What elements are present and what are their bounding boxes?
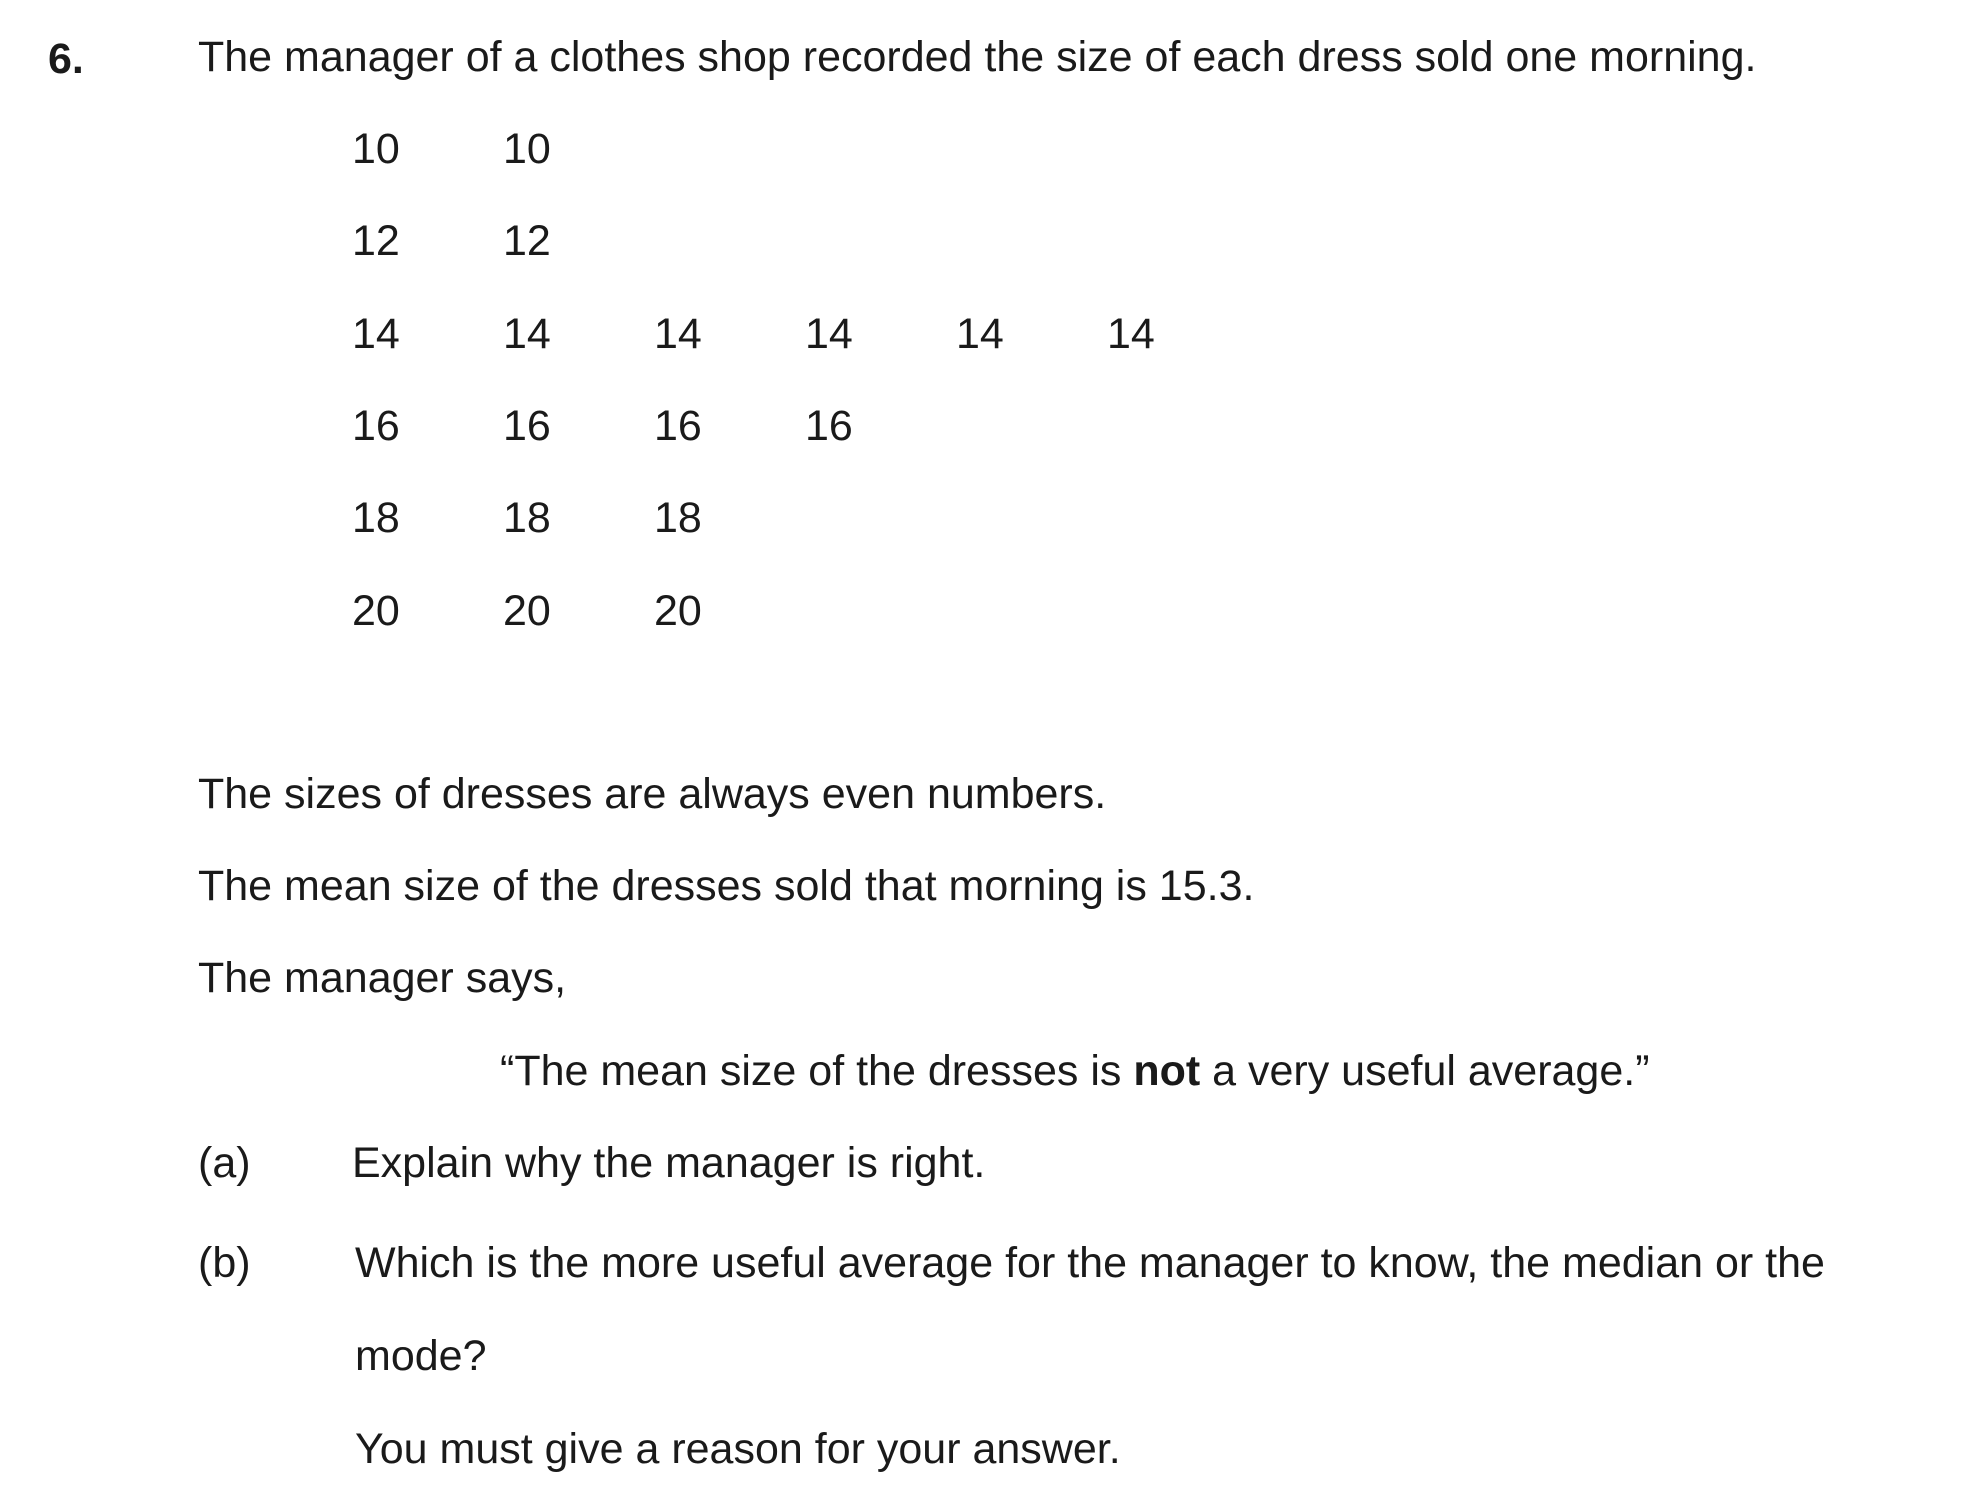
size-value: 20	[503, 587, 551, 635]
size-value: 14	[1107, 310, 1155, 358]
size-value: 12	[352, 217, 400, 265]
size-value: 14	[352, 310, 400, 358]
size-value: 18	[654, 494, 702, 542]
size-value: 14	[503, 310, 551, 358]
part-b-line-3: You must give a reason for your answer.	[355, 1425, 1121, 1473]
size-value: 12	[503, 217, 551, 265]
size-value: 16	[805, 402, 853, 450]
part-a-line: Explain why the manager is right.	[352, 1139, 986, 1187]
manager-quote	[500, 1047, 1650, 1095]
part-b-line-1: Which is the more useful average for the manager to know, the median or the	[355, 1239, 1825, 1287]
quote-after: a very useful average.”	[1200, 1047, 1650, 1095]
size-value: 20	[352, 587, 400, 635]
part-a-label: (a)	[198, 1139, 251, 1187]
part-b-line-2: mode?	[355, 1332, 487, 1380]
question-intro: The manager of a clothes shop recorded the size of each dress sold one morning.	[198, 33, 1757, 81]
quote-before: “The mean size of the dresses is	[500, 1047, 1134, 1095]
part-b-label: (b)	[198, 1239, 251, 1287]
size-value: 14	[805, 310, 853, 358]
size-value: 16	[503, 402, 551, 450]
size-value: 20	[654, 587, 702, 635]
size-value: 16	[654, 402, 702, 450]
statement-even: The sizes of dresses are always even numbers.	[198, 770, 1107, 818]
quote-emphasis: not	[1133, 1047, 1201, 1095]
size-value: 14	[956, 310, 1004, 358]
size-value: 18	[352, 494, 400, 542]
size-value: 10	[352, 125, 400, 173]
manager-says: The manager says,	[198, 954, 567, 1002]
size-value: 10	[503, 125, 551, 173]
size-value: 16	[352, 402, 400, 450]
question-number: 6.	[48, 35, 84, 83]
size-value: 18	[503, 494, 551, 542]
statement-mean: The mean size of the dresses sold that morning is 15.3.	[198, 862, 1255, 910]
size-value: 14	[654, 310, 702, 358]
